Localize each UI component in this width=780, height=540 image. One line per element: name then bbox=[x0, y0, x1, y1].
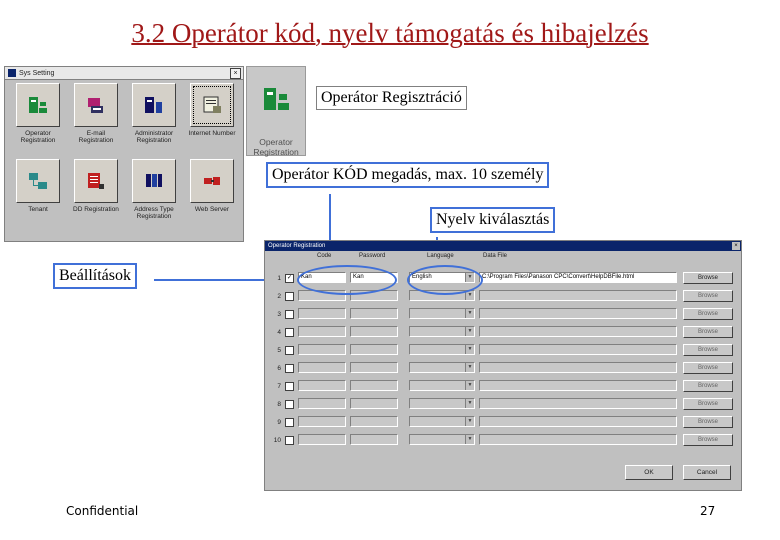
code-field[interactable] bbox=[298, 326, 346, 337]
slide-title: 3.2 Operátor kód, nyelv támogatás és hibajelzés bbox=[131, 18, 649, 48]
datafile-field[interactable]: C:\Program Files\Panason CPC\Convert\HelpDBFile.html bbox=[479, 272, 677, 283]
chevron-down-icon[interactable]: ▼ bbox=[465, 327, 474, 336]
internet-number-label: Internet Number bbox=[188, 130, 236, 137]
table-row bbox=[265, 416, 743, 430]
chevron-down-icon[interactable]: ▼ bbox=[465, 435, 474, 444]
header-code: Code bbox=[317, 253, 332, 259]
page-number: 27 bbox=[700, 504, 716, 518]
close-icon[interactable]: × bbox=[230, 68, 241, 79]
language-select[interactable] bbox=[409, 416, 475, 427]
table-row bbox=[265, 344, 743, 358]
language-select[interactable] bbox=[409, 326, 475, 337]
table-row bbox=[265, 308, 743, 322]
operator-registration-button[interactable] bbox=[16, 83, 60, 127]
settings-item-operator[interactable] bbox=[13, 83, 63, 144]
ok-button[interactable]: OK bbox=[625, 465, 673, 480]
tenant-label: Tenant bbox=[28, 206, 48, 213]
table-row bbox=[265, 326, 743, 340]
tenant-button[interactable] bbox=[16, 159, 60, 203]
table-row bbox=[265, 362, 743, 376]
row-number: 1 bbox=[277, 275, 281, 282]
administrator-icon bbox=[143, 94, 165, 116]
chevron-down-icon[interactable]: ▼ bbox=[465, 273, 474, 282]
app-icon bbox=[8, 69, 16, 77]
header-datafile: Data File bbox=[483, 253, 508, 259]
callout-operator-registration: Operátor Regisztráció bbox=[316, 86, 467, 110]
datafile-field[interactable] bbox=[479, 308, 677, 319]
code-field[interactable]: Kan bbox=[298, 272, 346, 283]
chevron-down-icon[interactable]: ▼ bbox=[465, 417, 474, 426]
dd-icon bbox=[85, 170, 107, 192]
language-select[interactable] bbox=[409, 344, 475, 355]
datafile-field[interactable] bbox=[479, 434, 677, 445]
password-field[interactable] bbox=[350, 380, 398, 391]
chevron-down-icon[interactable]: ▼ bbox=[465, 345, 474, 354]
row-number: 6 bbox=[277, 365, 281, 372]
code-field[interactable] bbox=[298, 362, 346, 373]
datafile-field[interactable] bbox=[479, 344, 677, 355]
row-checkbox[interactable] bbox=[285, 418, 294, 427]
email-registration-label: E-mail Registration bbox=[78, 130, 114, 144]
row-number: 5 bbox=[277, 347, 281, 354]
password-field[interactable]: Kan bbox=[350, 272, 398, 283]
header-password: Password bbox=[359, 253, 386, 259]
settings-item-web-server[interactable] bbox=[187, 159, 237, 213]
close-icon[interactable]: × bbox=[732, 242, 740, 250]
internet-icon bbox=[201, 94, 223, 116]
dialog-title: Operator Registration bbox=[268, 243, 326, 249]
operator-button-label-2: Registration bbox=[253, 147, 299, 157]
browse-button[interactable]: Browse bbox=[683, 380, 733, 392]
dialog-titlebar bbox=[265, 241, 741, 251]
password-field[interactable] bbox=[350, 398, 398, 409]
operator-icon bbox=[27, 94, 49, 116]
browse-button[interactable]: Browse bbox=[683, 416, 733, 428]
operator-registration-large-button[interactable] bbox=[246, 66, 306, 156]
address-type-registration-button[interactable] bbox=[132, 159, 176, 203]
dd-registration-button[interactable] bbox=[74, 159, 118, 203]
row-checkbox[interactable] bbox=[285, 328, 294, 337]
browse-button[interactable]: Browse bbox=[683, 326, 733, 338]
chevron-down-icon[interactable]: ▼ bbox=[465, 381, 474, 390]
system-settings-window bbox=[4, 66, 244, 242]
row-checkbox[interactable] bbox=[285, 292, 294, 301]
datafile-field[interactable] bbox=[479, 380, 677, 391]
settings-item-administrator[interactable] bbox=[129, 83, 179, 144]
administrator-registration-label: Administrator Registration bbox=[134, 130, 174, 144]
row-number: 9 bbox=[277, 419, 281, 426]
callout-operator-code: Operátor KÓD megadás, max. 10 személy bbox=[266, 162, 549, 188]
settings-item-address[interactable] bbox=[129, 159, 179, 220]
code-field[interactable] bbox=[298, 398, 346, 409]
operator-icon bbox=[261, 83, 291, 113]
tenant-icon bbox=[27, 170, 49, 192]
address-icon bbox=[143, 170, 165, 192]
web-server-label: Web Server bbox=[194, 206, 230, 213]
code-field[interactable] bbox=[298, 416, 346, 427]
operator-icon-large bbox=[255, 73, 297, 123]
row-number: 7 bbox=[277, 383, 281, 390]
datafile-field[interactable] bbox=[479, 326, 677, 337]
row-number: 2 bbox=[277, 293, 281, 300]
settings-item-internet[interactable] bbox=[187, 83, 237, 137]
settings-window-title: Sys Setting bbox=[19, 69, 55, 77]
table-row bbox=[265, 434, 743, 448]
language-select[interactable] bbox=[409, 362, 475, 373]
cancel-button[interactable]: Cancel bbox=[683, 465, 731, 480]
browse-button[interactable]: Browse bbox=[683, 434, 733, 446]
password-field[interactable] bbox=[350, 416, 398, 427]
email-icon bbox=[85, 94, 107, 116]
password-field[interactable] bbox=[350, 344, 398, 355]
chevron-down-icon[interactable]: ▼ bbox=[465, 309, 474, 318]
settings-item-tenant[interactable] bbox=[13, 159, 63, 213]
administrator-registration-button[interactable] bbox=[132, 83, 176, 127]
row-checkbox[interactable] bbox=[285, 346, 294, 355]
language-select[interactable] bbox=[409, 380, 475, 391]
row-checkbox[interactable] bbox=[285, 310, 294, 319]
row-number: 4 bbox=[277, 329, 281, 336]
email-registration-button[interactable] bbox=[74, 83, 118, 127]
language-select[interactable] bbox=[409, 308, 475, 319]
operator-registration-label: Operator Registration bbox=[20, 130, 56, 144]
header-language: Language bbox=[427, 253, 454, 259]
callout-language: Nyelv kiválasztás bbox=[430, 207, 555, 233]
datafile-field[interactable] bbox=[479, 416, 677, 427]
code-highlight-oval bbox=[297, 265, 397, 295]
language-highlight-oval bbox=[407, 265, 483, 295]
datafile-field[interactable] bbox=[479, 290, 677, 301]
address-type-registration-label: Address Type Registration bbox=[134, 206, 174, 220]
settings-connector-line bbox=[154, 279, 270, 281]
chevron-down-icon[interactable]: ▼ bbox=[465, 291, 474, 300]
internet-number-button[interactable] bbox=[190, 83, 234, 127]
password-field[interactable] bbox=[350, 434, 398, 445]
callout-settings: Beállítások bbox=[53, 263, 137, 289]
settings-item-dd[interactable] bbox=[71, 159, 121, 213]
code-field[interactable] bbox=[298, 308, 346, 319]
table-row bbox=[265, 380, 743, 394]
browse-button[interactable]: Browse bbox=[683, 272, 733, 284]
row-number: 10 bbox=[273, 437, 281, 444]
row-checkbox[interactable] bbox=[285, 364, 294, 373]
chevron-down-icon[interactable]: ▼ bbox=[465, 399, 474, 408]
datafile-field[interactable] bbox=[479, 362, 677, 373]
row-checkbox[interactable] bbox=[285, 382, 294, 391]
datafile-field[interactable] bbox=[479, 398, 677, 409]
code-field[interactable] bbox=[298, 344, 346, 355]
browse-button[interactable]: Browse bbox=[683, 344, 733, 356]
row-number: 3 bbox=[277, 311, 281, 318]
web-server-icon bbox=[201, 170, 223, 192]
dd-registration-label: DD Registration bbox=[73, 206, 119, 213]
password-field[interactable] bbox=[350, 362, 398, 373]
settings-window-titlebar bbox=[5, 67, 243, 80]
row-number: 8 bbox=[277, 401, 281, 408]
browse-button[interactable]: Browse bbox=[683, 290, 733, 302]
language-select[interactable] bbox=[409, 398, 475, 409]
table-row bbox=[265, 398, 743, 412]
browse-button[interactable]: Browse bbox=[683, 308, 733, 320]
web-server-button[interactable] bbox=[190, 159, 234, 203]
row-checkbox[interactable] bbox=[285, 436, 294, 445]
language-select[interactable] bbox=[409, 434, 475, 445]
settings-item-email[interactable] bbox=[71, 83, 121, 144]
code-field[interactable] bbox=[298, 380, 346, 391]
browse-button[interactable]: Browse bbox=[683, 398, 733, 410]
row-checkbox[interactable] bbox=[285, 400, 294, 409]
password-field[interactable] bbox=[350, 308, 398, 319]
chevron-down-icon[interactable]: ▼ bbox=[465, 363, 474, 372]
code-field[interactable] bbox=[298, 434, 346, 445]
operator-button-label-1: Operator bbox=[259, 137, 293, 147]
row-checkbox[interactable]: ✓ bbox=[286, 275, 293, 281]
browse-button[interactable]: Browse bbox=[683, 362, 733, 374]
language-value: English bbox=[412, 274, 432, 280]
password-field[interactable] bbox=[350, 326, 398, 337]
operator-registration-dialog bbox=[264, 240, 742, 491]
footer-confidential: Confidential bbox=[66, 504, 139, 518]
